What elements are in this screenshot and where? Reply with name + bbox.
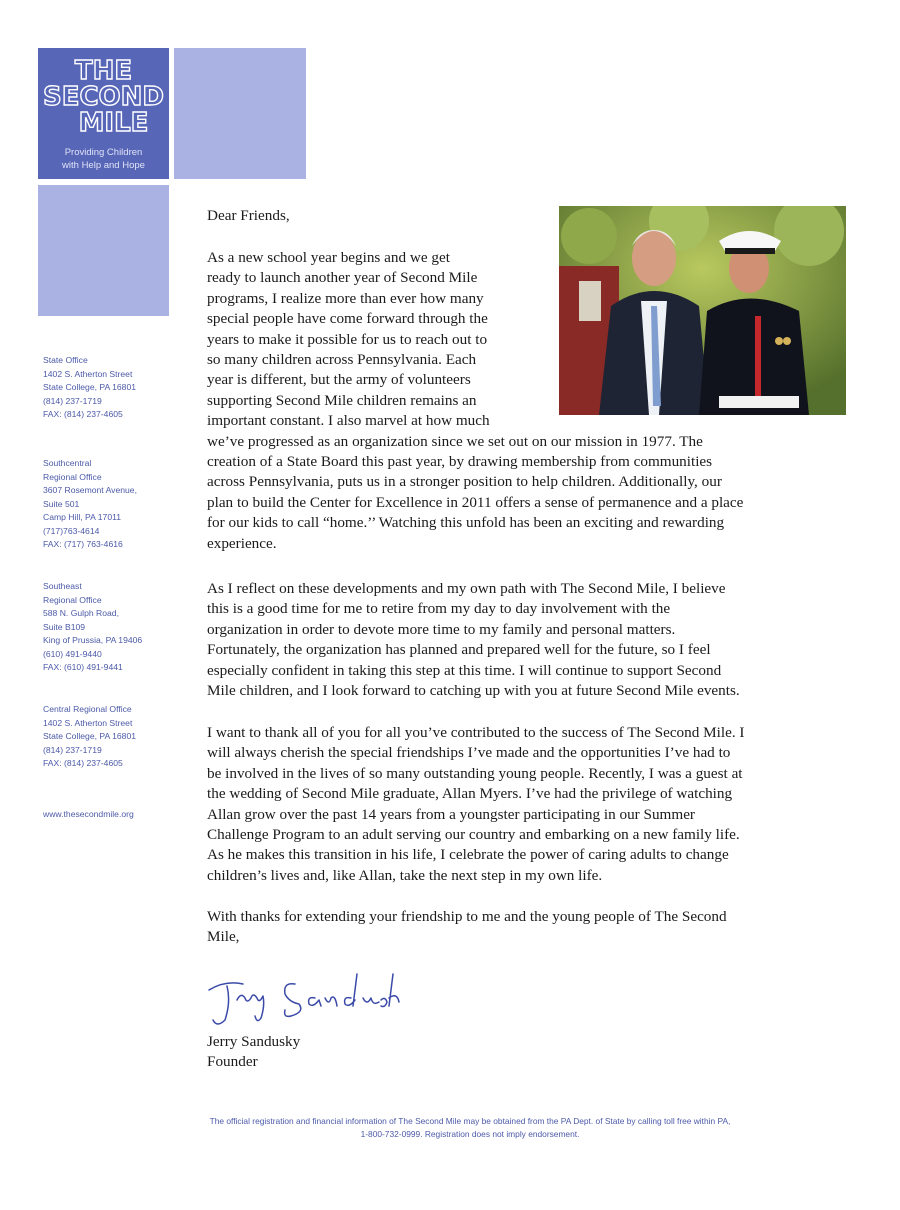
office-line: 1402 S. Atherton Street <box>43 368 133 379</box>
office-line: Central Regional Office <box>43 704 132 714</box>
letter-greeting <box>207 206 847 226</box>
logo-tagline-1: Providing Children <box>64 147 143 158</box>
text-line: the wedding of Second Mile graduate, Allan Myers. I’ve had the privilege of watching <box>207 785 733 803</box>
text-line: With thanks for extending your friendship to me and the young people of The Second <box>207 908 727 925</box>
text-line: be involved in the lives of so many outstanding young people. Recently, I was a guest at <box>207 764 743 782</box>
text-line: As he makes this transition in his life, I celebrate the power of caring adults to change <box>207 846 729 864</box>
office-line: Camp Hill, PA 17011 <box>43 512 122 522</box>
decorative-block-left <box>38 185 169 316</box>
text-line: organization in order to devote more time to my family and personal matters. <box>207 620 676 638</box>
text-line: creation of a State Board this past year, by drawing membership from communities <box>207 453 713 471</box>
office-line: State Office <box>43 355 88 365</box>
letter-closing <box>207 907 847 948</box>
office-line: FAX: (814) 237-4605 <box>43 758 123 768</box>
office-line: FAX: (717) 763-4616 <box>43 539 123 549</box>
office-line: King of Prussia, PA 19406 <box>43 635 143 645</box>
office-line: (717)763-4614 <box>43 525 100 536</box>
office-line: Regional Office <box>43 471 102 482</box>
text-line: As a new school year begins and we get <box>207 249 450 266</box>
logo-word-mile: MILE <box>78 108 149 138</box>
text-line: important constant. I also marvel at how much <box>207 412 490 430</box>
text-line: year is different, but the army of volunteers <box>207 371 471 389</box>
greeting-text: Dear Friends, <box>207 207 290 224</box>
office-line: 1402 S. Atherton Street <box>43 717 133 728</box>
logo-tagline-2: with Help and Hope <box>62 160 145 171</box>
state-office-address <box>43 354 136 422</box>
letter-paragraph-3 <box>207 723 847 886</box>
text-line: especially confident in taking this step at this time. I will continue to support Second <box>207 661 722 679</box>
office-line: 3607 Rosemont Avenue, <box>43 485 137 495</box>
southeast-office-address <box>43 580 142 675</box>
office-line: 588 N. Gulph Road, <box>43 608 119 618</box>
text-line: children’s lives and, like Allan, take the next step in my own life. <box>207 866 603 884</box>
text-line: Mile children, and I look forward to catching up with you at future Second Mile events. <box>207 682 740 700</box>
office-line: FAX: (610) 491-9441 <box>43 662 123 672</box>
footer-line-2: 1-800-732-0999. Registration does not imply endorsement. <box>360 1129 580 1139</box>
text-line: we’ve progressed as an organization since we set out on our mission in 1977. The <box>207 432 703 450</box>
signature-drawing <box>205 962 405 1032</box>
organization-logo <box>38 48 169 179</box>
text-line: supporting Second Mile children remains an <box>207 391 477 409</box>
text-line: Allan grow over the past 14 years from a youngster participating in our Summer <box>207 805 695 823</box>
text-line: As I reflect on these developments and my own path with The Second Mile, I believe <box>207 580 726 597</box>
southcentral-office-address <box>43 457 137 552</box>
text-line: experience. <box>207 534 277 552</box>
text-line: Fortunately, the organization has planned and prepared well for the future, so I feel <box>207 641 711 659</box>
text-line: Challenge Program to an adult serving our country and embarking on a new family life. <box>207 826 740 844</box>
signer-block <box>207 1032 300 1073</box>
registration-footer <box>150 1115 790 1141</box>
text-line: programs, I realize more than ever how many <box>207 289 484 307</box>
text-line: special people have come forward through the <box>207 310 488 328</box>
handwritten-signature <box>205 962 405 1032</box>
text-line: so many children across Pennsylvania. Each <box>207 351 477 369</box>
office-line: FAX: (814) 237-4605 <box>43 409 123 419</box>
text-line: will always cherish the special friendships I’ve made and the opportunities I’ve had to <box>207 744 731 762</box>
text-line: plan to build the Center for Excellence in 2011 offers a sense of permanence and a place <box>207 493 744 511</box>
office-line: (814) 237-1719 <box>43 395 102 406</box>
logo-word-second: SECOND <box>42 82 164 112</box>
text-line: this is a good time for me to retire from my day to day involvement with the <box>207 600 671 618</box>
text-line: I want to thank all of you for all you’ve contributed to the success of The Second Mile. I <box>207 724 745 741</box>
website-link[interactable]: www.thesecondmile.org <box>43 809 134 819</box>
office-line: Suite 501 <box>43 498 80 509</box>
letter-paragraph-2 <box>207 579 847 701</box>
text-line: for our kids to call “home.’’ Watching this unfold has been an exciting and rewarding <box>207 514 725 532</box>
signer-title: Founder <box>207 1053 258 1071</box>
office-line: (610) 491-9440 <box>43 648 102 659</box>
text-line: across Pennsylvania, puts us in a stronger position to help children. Additionally, our <box>207 473 722 491</box>
office-line: State College, PA 16801 <box>43 382 137 392</box>
office-line: Suite B109 <box>43 621 86 632</box>
office-line: (814) 237-1719 <box>43 744 102 755</box>
office-line: State College, PA 16801 <box>43 731 137 741</box>
letter-paragraph-1 <box>207 248 847 554</box>
office-line: Regional Office <box>43 594 102 605</box>
footer-line-1: The official registration and financial information of The Second Mile may be obtained from the PA Dept. of State by calling toll free within PA, <box>209 1116 731 1126</box>
decorative-block-top-right <box>174 48 306 179</box>
text-line: Mile, <box>207 928 240 946</box>
office-line: Southcentral <box>43 458 92 468</box>
logo-word-the: THE <box>74 56 133 86</box>
text-line: ready to launch another year of Second Mile <box>207 269 478 287</box>
central-regional-office-address <box>43 703 136 771</box>
text-line: years to make it possible for us to reach out to <box>207 330 488 348</box>
signer-name: Jerry Sandusky <box>207 1033 301 1050</box>
office-line: Southeast <box>43 581 82 591</box>
